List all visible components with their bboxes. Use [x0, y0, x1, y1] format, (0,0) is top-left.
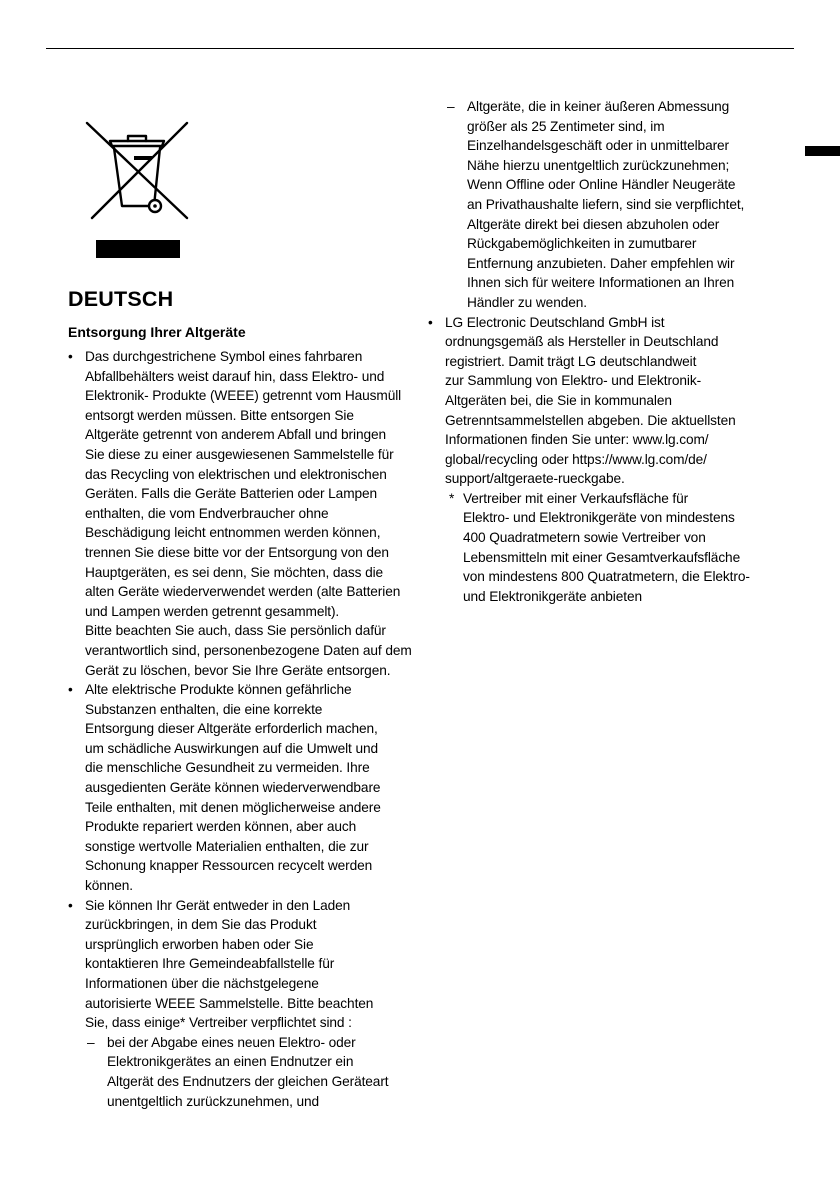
bullet-text: Sie können Ihr Gerät entweder in den Laden zurückbringen, in dem Sie das Produkt ursprünglich erworben haben oder Sie kontaktieren Ihre Gemeindeabfallstelle für Informationen über die nächstgelegene autorisierte WEEE Sammelstelle. Bitte beachten Sie, dass einige* Vertreiber verpflichtet sind : — [85, 897, 374, 1031]
footnote — [428, 489, 778, 607]
dash-list-item — [68, 1033, 418, 1111]
dash-text: bei der Abgabe eines neuen Elektro- oder Elektronikgerätes an einen Endnutzer ein Altgerät des Endnutzers der gleichen Geräteart unentgeltlich zurückzunehmen, und — [107, 1034, 389, 1109]
list-item — [68, 896, 418, 1033]
bullet-mark: • — [68, 349, 73, 364]
section-heading: Entsorgung Ihrer Altgeräte — [68, 324, 246, 340]
list-item — [428, 313, 778, 489]
dash-mark: – — [447, 99, 455, 114]
dash-mark: – — [87, 1034, 95, 1050]
list-item — [68, 680, 418, 896]
left-column — [68, 347, 418, 1111]
header-rule — [46, 48, 794, 49]
dash-list-item — [428, 97, 778, 313]
language-title: DEUTSCH — [68, 287, 174, 311]
bullet-text: Alte elektrische Produkte können gefährliche Substanzen enthalten, die eine korrekte Entsorgung dieser Altgeräte erforderlich machen, um schädliche Auswirkungen auf die Umwelt und die menschliche Gesundheit zu vermeiden. Ihre ausgedienten Geräte können wiederverwendbare Teile enthalten, mit denen möglicherweise andere Produkte repariert werden können, aber auch sonstige wertvolle Materialien enthalten, die zur Schonung knapper Ressourcen recycelt werden können. — [85, 682, 381, 894]
footnote-mark: * — [449, 490, 455, 506]
dash-text: Altgeräte, die in keiner äußeren Abmessung größer als 25 Zentimeter sind, im Einzelhandelsgeschäft oder in unmittelbarer Nähe hierzu unentgeltlich zurückzunehmen; Wenn Offline oder Online Händler Neugeräte an Privathaushalte liefern, sind sie verpflichtet, Altgeräte direkt bei diesen abzuholen oder Rückgabemöglichkeiten in zumutbarer Entfernung anzubieten. Daher empfehlen wir Ihnen sich für weitere Informationen an Ihren Händler zu wenden. — [467, 99, 745, 310]
language-tab-marker — [805, 146, 840, 156]
bullet-text: Das durchgestrichene Symbol eines fahrbaren Abfallbehälters weist darauf hin, dass Elektro- und Elektronik- Produkte (WEEE) getrennt vom Hausmüll entsorgt werden müssen. Bitte entsorgen Sie Altgeräte getrennt von anderem Abfall und bringen Sie diese zu einer ausgewiesenen Sammelstelle für das Recycling von elektrischen und elektronischen Geräten. Falls die Geräte Batterien oder Lampen enthalten, die vom Endverbraucher ohne Beschädigung leicht entnommen werden können, trennen Sie diese bitte vor der Entsorgung von den Hauptgeräten, es sei denn, Sie möchten, dass die alten Geräte wiederverwendet werden (alte Batterien und Lampen werden getrennt gesammelt). Bitte beachten Sie auch, dass Sie persönlich dafür verantwortlich sind, personenbezogene Daten auf dem Gerät zu löschen, bevor Sie Ihre Geräte entsorgen. — [85, 349, 412, 678]
right-column — [428, 97, 778, 606]
list-item — [68, 347, 418, 680]
bullet-mark: • — [68, 897, 73, 913]
bullet-mark: • — [428, 314, 433, 330]
bullet-mark: • — [68, 682, 73, 698]
bullet-text: LG Electronic Deutschland GmbH ist ordnungsgemäß als Hersteller in Deutschland registriert. Damit trägt LG deutschlandweit zur Sammlung von Elektro- und Elektronik- Altgeräten bei, die Sie in kommunalen Getrenntsammelstellen abgeben. Die aktuellsten Informationen finden Sie unter: www.lg.com/ global/recycling oder https://www.lg.com/de/ support/altgeraete-rueckgabe. — [445, 314, 736, 487]
weee-bar — [96, 240, 180, 258]
footnote-text: Vertreiber mit einer Verkaufsfläche für Elektro- und Elektronikgeräte von mindestens 400 Quadratmetern sowie Vertreiber von Lebensmitteln mit einer Gesamtverkaufsfläche von mindestens 800 Quatratmetern, die Elektro- und Elektronikgeräte anbieten — [463, 490, 750, 604]
crossed-out-wheelie-bin-icon — [82, 118, 192, 228]
